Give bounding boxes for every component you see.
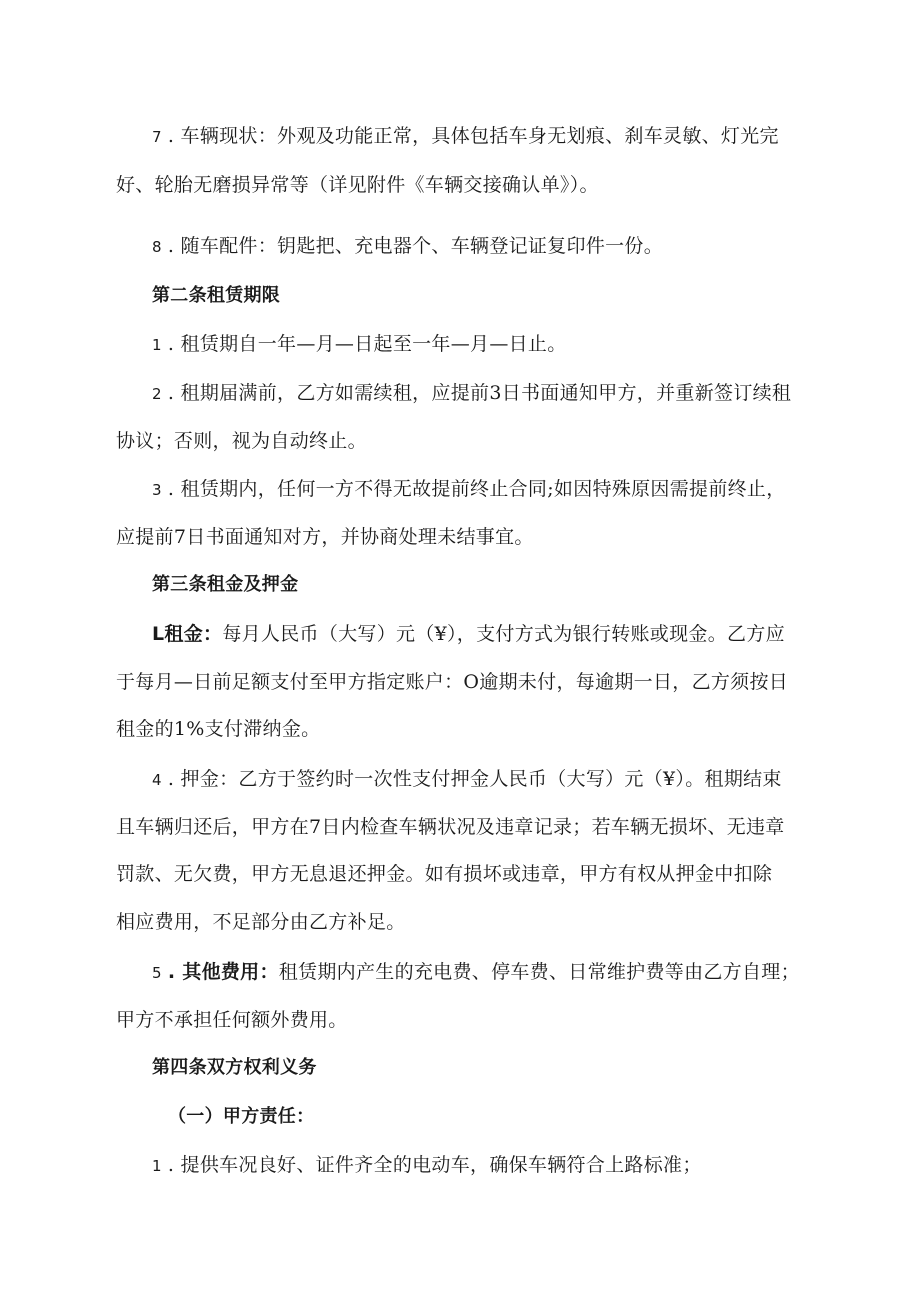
paragraph-line: 且车辆归还后，甲方在7日内检查车辆状况及违章记录；若车辆无损坏、无违章: [116, 816, 785, 838]
paragraph-line: 3 . 租赁期内，任何一方不得无故提前终止合同;如因特殊原因需提前终止，: [152, 478, 786, 500]
paragraph-line: 罚款、无欠费，甲方无息退还押金。如有损坏或违章，甲方有权从押金中扣除: [116, 863, 773, 885]
subsection-heading: （一）甲方责任：: [168, 1106, 315, 1127]
paragraph-line: L租金：每月人民币（大写）元（¥），支付方式为银行转账或现金。乙方应: [152, 623, 785, 645]
paragraph-line: 于每月—日前足额支付至甲方指定账户：O逾期未付，每逾期一日，乙方须按日: [116, 671, 789, 693]
section-heading: 第二条租赁期限: [152, 285, 281, 306]
term-label: L租金：: [152, 623, 223, 645]
paragraph-line: 甲方不承担任何额外费用。: [116, 1009, 348, 1031]
section-heading: 第三条租金及押金: [152, 574, 299, 595]
paragraph-line: 协议；否则，视为自动终止。: [116, 430, 367, 452]
section-heading: 第四条双方权利义务: [152, 1057, 317, 1078]
item-number: 4: [152, 771, 162, 789]
item-number: 1: [152, 336, 162, 354]
paragraph-line: 7 . 车辆现状：外观及功能正常，具体包括车身无划痕、刹车灵敏、灯光完: [152, 125, 779, 147]
paragraph-line: 应提前7日书面通知对方，并协商处理未结事宜。: [116, 526, 534, 548]
term-label: . 其他费用：: [167, 961, 279, 983]
paragraph-line: 1 . 租赁期自一年—月—日起至一年—月—日止。: [152, 333, 567, 355]
paragraph-line: 8 . 随车配件：钥匙把、充电器个、车辆登记证复印件一份。: [152, 235, 664, 257]
paragraph-line: 4 . 押金：乙方于签约时一次性支付押金人民币（大写）元（¥）。租期结束: [152, 768, 782, 790]
item-number: 5: [152, 964, 162, 982]
item-number: 1: [152, 1157, 162, 1175]
paragraph-line: 2 . 租期届满前，乙方如需续租，应提前3日书面通知甲方，并重新签订续租: [152, 382, 792, 404]
item-number: 3: [152, 481, 162, 499]
paragraph-line: 相应费用，不足部分由乙方补足。: [116, 911, 406, 933]
paragraph-line: 1 . 提供车况良好、证件齐全的电动车，确保车辆符合上路标准；: [152, 1154, 702, 1176]
item-number: 7: [152, 128, 162, 146]
paragraph-line: 租金的1%支付滞纳金。: [116, 718, 321, 740]
item-number: 2: [152, 385, 162, 403]
paragraph-line: 5 . 其他费用：租赁期内产生的充电费、停车费、日常维护费等由乙方自理；: [152, 961, 800, 983]
item-number: 8: [152, 238, 162, 256]
paragraph-line: 好、轮胎无磨损异常等（详见附件《车辆交接确认单》）。: [116, 174, 599, 196]
